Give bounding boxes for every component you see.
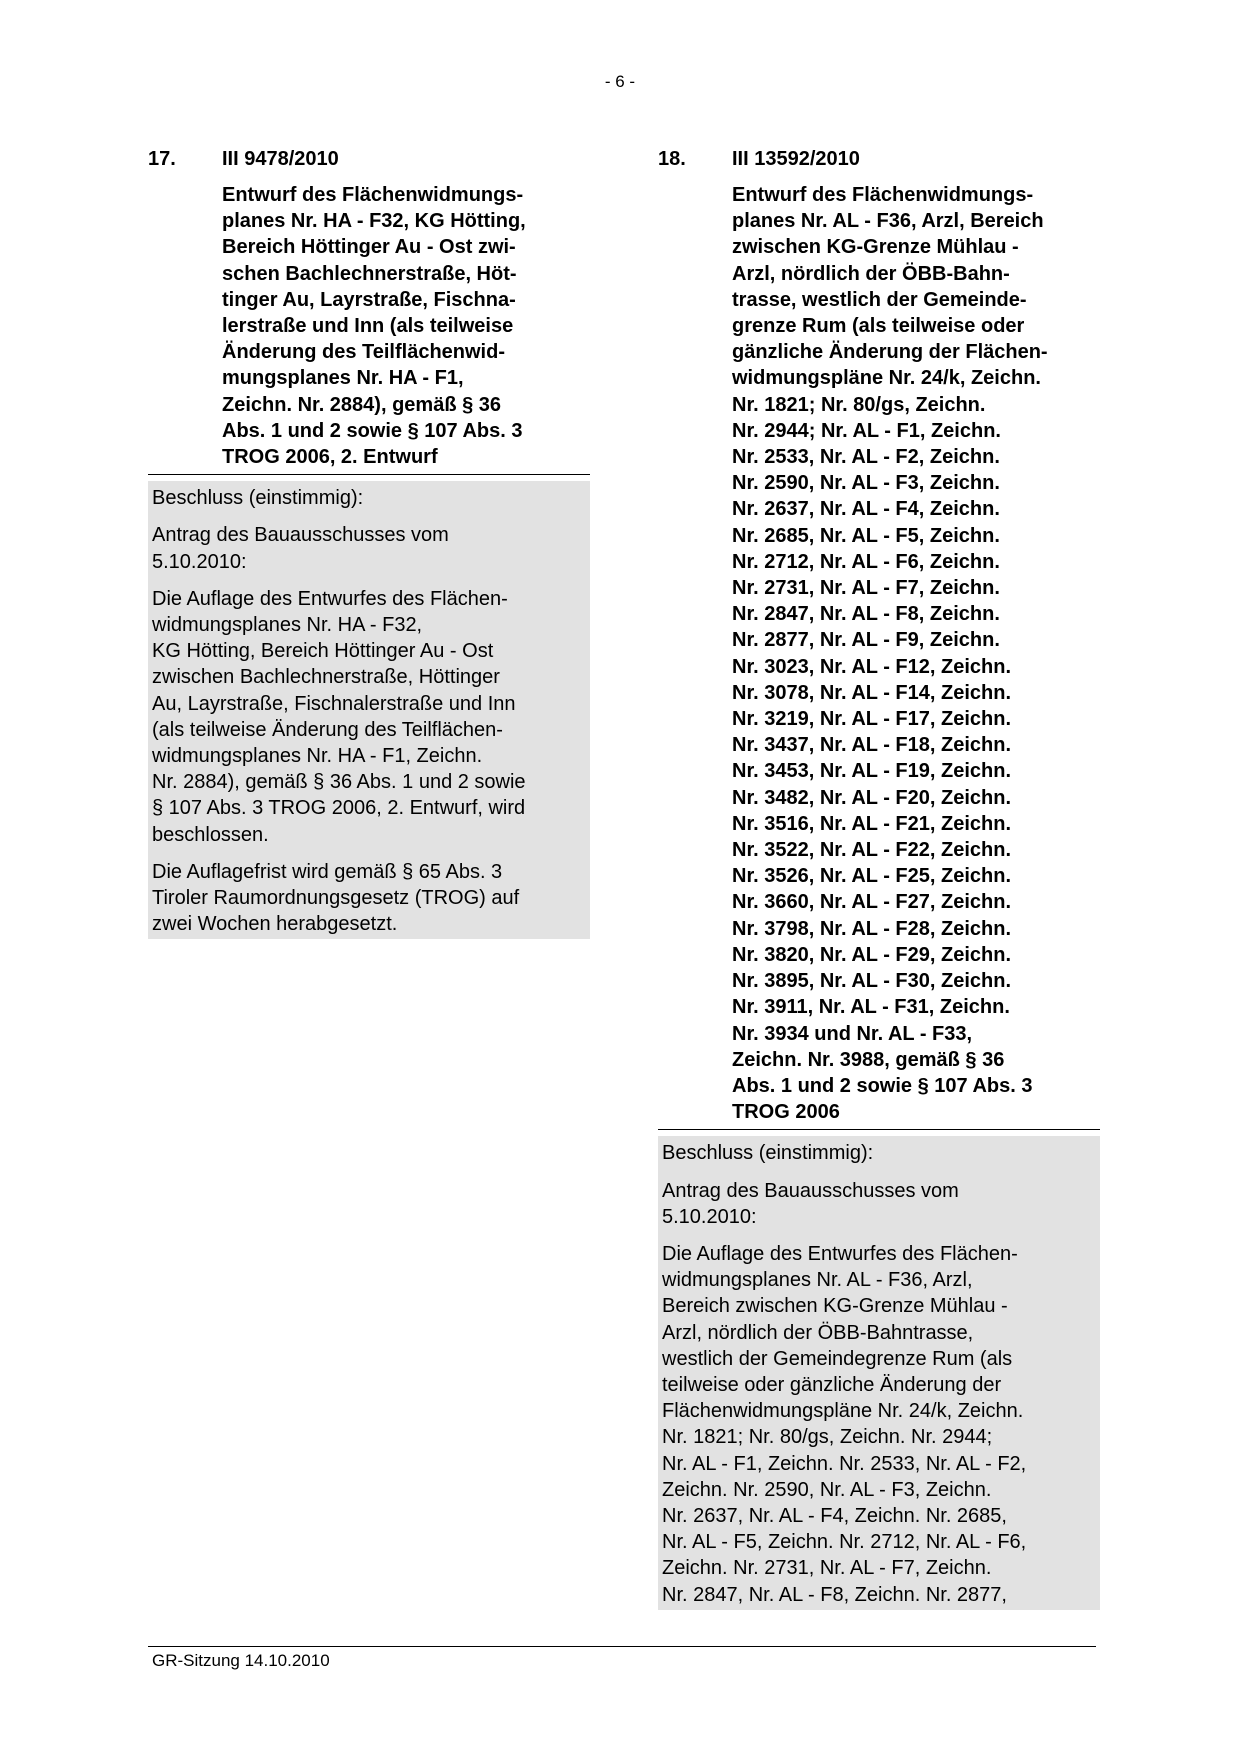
page-number: - 6 - (604, 72, 636, 91)
decision-note: Die Auflagefrist wird gemäß § 65 Abs. 3 Tiroler Raumordnungsgesetz (TROG) auf zwei Wochen herabgesetzt. (152, 860, 520, 936)
decision-heading: Beschluss (einstimmig): (662, 1142, 874, 1165)
agenda-item-17 (148, 146, 590, 939)
decision-text: Die Auflage des Entwurfes des Flächen- widmungsplanes Nr. AL - F36, Arzl, Bereich zwischen KG-Grenze Mühlau - Arzl, nördlich der ÖBB-Bahntrasse, westlich der Gemeindegrenze Rum (als teilweise oder gänzliche Änderung der Flächenwidmungspläne Nr. 24/k, Zeichn. Nr. 1821; Nr. 80/gs, Zeichn. Nr. 2944; Nr. AL - F1, Zeichn. Nr. 2533, Nr. AL - F2, Zeichn. Nr. 2590, Nr. AL - F3, Zeichn. Nr. 2637, Nr. AL - F4, Zeichn. Nr. 2685, Nr. AL - F5, Zeichn. Nr. 2712, Nr. AL - F6, Zeichn. Nr. 2731, Nr. AL - F7, Zeichn. Nr. 2847, Nr. AL - F8, Zeichn. Nr. 2877, (662, 1242, 1027, 1606)
item-title: Entwurf des Flächenwidmungs- planes Nr. AL - F36, Arzl, Bereich zwischen KG-Grenze Mühlau - Arzl, nördlich der ÖBB-Bahn- trasse, westlich der Gemeinde- grenze Rum (als teilweise oder gänzliche Änderung der Flächen- widmungspläne Nr. 24/k, Zeichn. Nr. 1821; Nr. 80/gs, Zeichn. Nr. 2944; Nr. AL - F1, Zeichn. Nr. 2533, Nr. AL - F2, Zeichn. Nr. 2590, Nr. AL - F3, Zeichn. Nr. 2637, Nr. AL - F4, Zeichn. Nr. 2685, Nr. AL - F5, Zeichn. Nr. 2712, Nr. AL - F6, Zeichn. Nr. 2731, Nr. AL - F7, Zeichn. Nr. 2847, Nr. AL - F8, Zeichn. Nr. 2877, Nr. AL - F9, Zeichn. Nr. 3023, Nr. AL - F12, Zeichn. Nr. 3078, Nr. AL - F14, Zeichn. Nr. 3219, Nr. AL - F17, Zeichn. Nr. 3437, Nr. AL - F18, Zeichn. Nr. 3453, Nr. AL - F19, Zeichn. Nr. 3482, Nr. AL - F20, Zeichn. Nr. 3516, Nr. AL - F21, Zeichn. Nr. 3522, Nr. AL - F22, Zeichn. Nr. 3526, Nr. AL - F25, Zeichn. Nr. 3660, Nr. AL - F27, Zeichn. Nr. 3798, Nr. AL - F28, Zeichn. Nr. 3820, Nr. AL - F29, Zeichn. Nr. 3895, Nr. AL - F30, Zeichn. Nr. 3911, Nr. AL - F31, Zeichn. Nr. 3934 und Nr. AL - F33, Zeichn. Nr. 3988, gemäß § 36 Abs. 1 und 2 sowie § 107 Abs. 3 TROG 2006 (732, 184, 1048, 1124)
item-reference: III 13592/2010 (732, 148, 860, 170)
item-divider (658, 1129, 1100, 1130)
decision-box (658, 1136, 1100, 1609)
decision-motion: Antrag des Bauausschusses vom 5.10.2010: (152, 524, 449, 573)
item-reference: III 9478/2010 (222, 148, 339, 170)
item-divider (148, 474, 590, 475)
agenda-item-18 (658, 146, 1100, 1610)
item-number: 17. (148, 148, 176, 170)
footer-divider (148, 1646, 1096, 1647)
item-title: Entwurf des Flächenwidmungs- planes Nr. HA - F32, KG Hötting, Bereich Höttinger Au - Ost zwi- schen Bachlechnerstraße, Höt- tinger Au, Layrstraße, Fischna- lerstraße und Inn (als teilweise Änderung des Teilflächenwid- mungsplanes Nr. HA - F1, Zeichn. Nr. 2884), gemäß § 36 Abs. 1 und 2 sowie § 107 Abs. 3 TROG 2006, 2. Entwurf (222, 184, 526, 469)
decision-box (148, 481, 590, 939)
item-header (148, 146, 590, 472)
item-header (658, 146, 1100, 1127)
item-number: 18. (658, 148, 686, 170)
decision-text: Die Auflage des Entwurfes des Flächen- widmungsplanes Nr. HA - F32, KG Hötting, Bereich Höttinger Au - Ost zwischen Bachlechnerstraße, Höttinger Au, Layrstraße, Fischnalerstraße und Inn (als teilweise Änderung des Teilflächen- widmungsplanes Nr. HA - F1, Zeichn. Nr. 2884), gemäß § 36 Abs. 1 und 2 sowie § 107 Abs. 3 TROG 2006, 2. Entwurf, wird beschlossen. (152, 587, 526, 846)
decision-heading: Beschluss (einstimmig): (152, 487, 364, 510)
footer-text: GR-Sitzung 14.10.2010 (152, 1651, 330, 1670)
decision-motion: Antrag des Bauausschusses vom 5.10.2010: (662, 1179, 959, 1228)
